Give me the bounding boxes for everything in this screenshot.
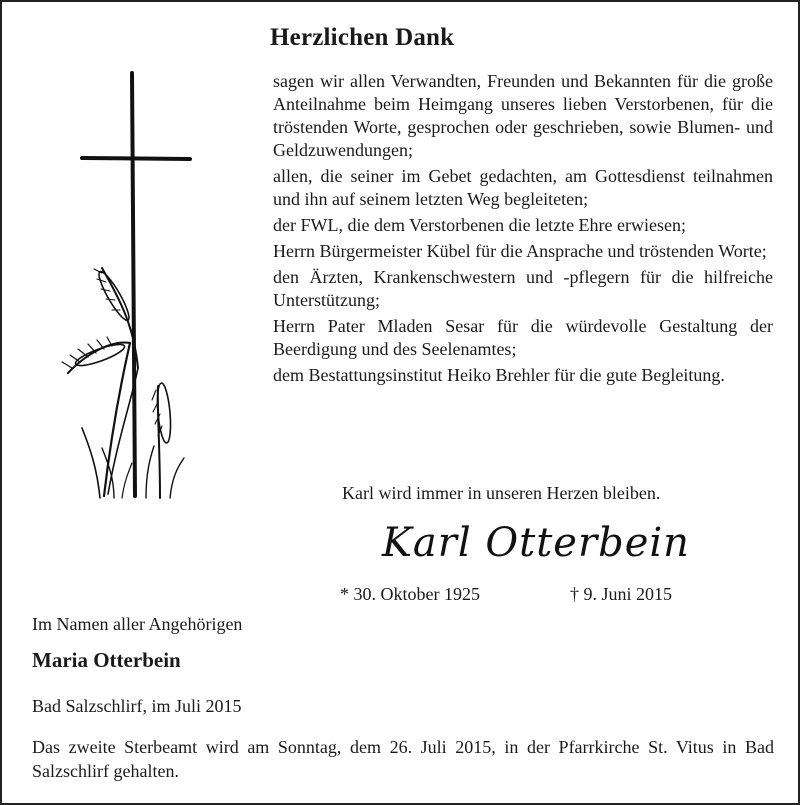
place-date: Bad Salzschlirf, im Juli 2015 — [32, 696, 242, 716]
page-title: Herzlichen Dank — [270, 24, 455, 51]
signature-intro: Im Namen aller Angehörigen — [32, 614, 243, 634]
signature-name: Maria Otterbein — [32, 648, 181, 672]
thanks-paragraph: Herrn Pater Mladen Sesar für die würdevolle Gestaltung der Beerdigung und des Seelenamtes; — [273, 316, 773, 359]
thanks-paragraph: allen, die seiner im Gebet gedachten, am Gottesdienst teilnahmen und ihn auf seinem letzten Weg begleiteten; — [273, 166, 773, 209]
thanks-paragraph: Herrn Bürgermeister Kübel für die Ansprache und tröstenden Worte; — [273, 241, 767, 261]
thanks-paragraph: der FWL, die dem Verstorbenen die letzte Ehre erwiesen; — [273, 215, 687, 235]
thanks-text — [273, 70, 773, 390]
thanks-paragraph: sagen wir allen Verwandten, Freunden und Bekannten für die große Anteilnahme beim Heimgang unseres lieben Verstorbenen, für die tröstenden Worte, gesprochen oder geschrieben, sowie Blumen- und Geldzuwendungen; — [273, 71, 773, 160]
thanks-paragraph: dem Bestattungsinstitut Heiko Brehler für die gute Begleitung. — [273, 365, 725, 385]
cross-with-wheat-icon — [42, 68, 202, 508]
service-note: Das zweite Sterbeamt wird am Sonntag, dem 26. Juli 2015, in der Pfarrkirche St. Vitus in Bad Salzschlirf gehalten. — [32, 737, 774, 781]
deceased-name: Karl Otterbein — [382, 520, 690, 566]
memorial-motto: Karl wird immer in unseren Herzen bleiben. — [342, 483, 661, 503]
thanks-paragraph: den Ärzten, Krankenschwestern und -pflegern für die hilfreiche Unterstützung; — [273, 267, 773, 310]
birth-date: * 30. Oktober 1925 — [340, 584, 480, 604]
death-date: † 9. Juni 2015 — [570, 584, 673, 604]
